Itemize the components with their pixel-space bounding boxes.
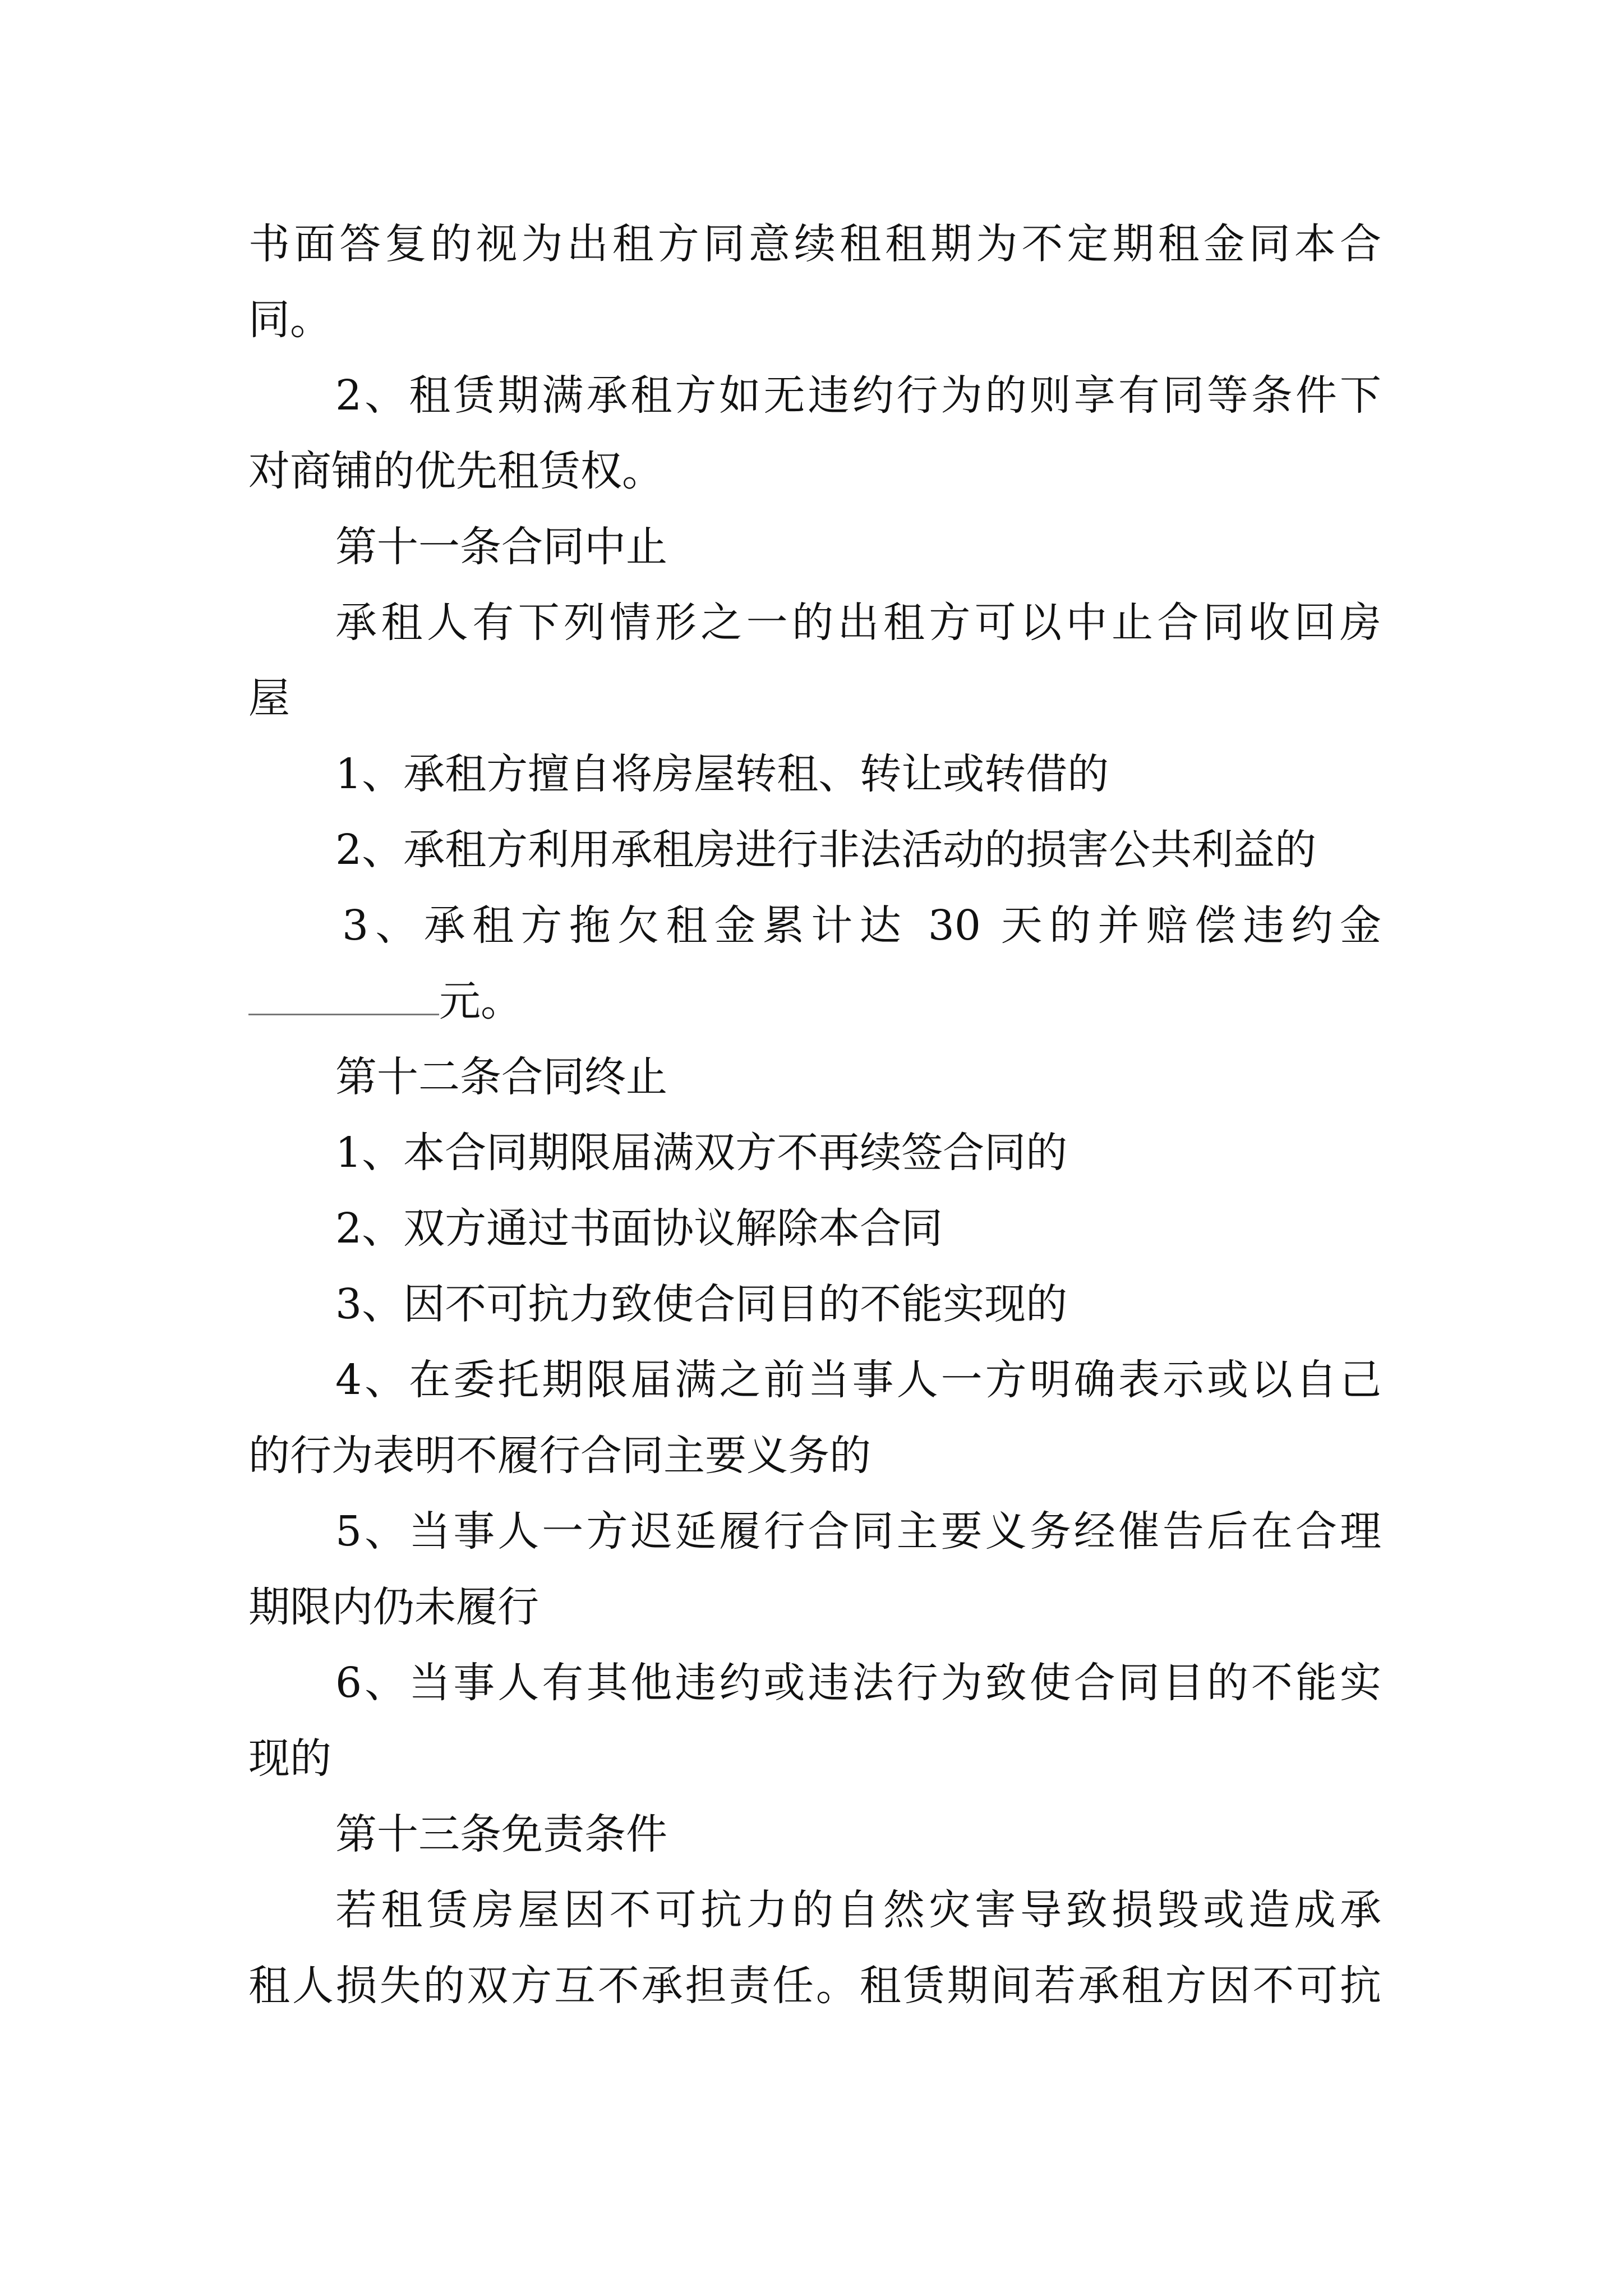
section-heading: 第十二条合同终止 — [335, 1053, 667, 1101]
list-item: 6、当事人有其他违约或违法行为致使合同目的不能实 — [335, 1659, 1381, 1707]
text-line: 2、租赁期满承租方如无违约行为的则享有同等条件下 — [335, 371, 1381, 420]
text-line: 屋 — [248, 674, 290, 723]
text-line: 对商铺的优先租赁权。 — [248, 447, 663, 495]
list-item: 2、双方通过书面协议解除本合同 — [335, 1204, 943, 1253]
text-line: 同。 — [248, 296, 331, 344]
list-item: 1、本合同期限届满双方不再续签合同的 — [335, 1129, 1068, 1177]
text-line-end: 元。 — [439, 977, 522, 1025]
fill-in-blank — [248, 978, 439, 1015]
list-item: 5、当事人一方迟延履行合同主要义务经催告后在合理 — [335, 1507, 1381, 1556]
section-heading: 第十一条合同中止 — [335, 523, 667, 571]
list-item: 3、承租方拖欠租金累计达 30 天的并赔偿违约金 — [342, 901, 1381, 950]
list-item: 3、因不可抗力致使合同目的不能实现的 — [335, 1280, 1068, 1328]
list-item: 4、在委托期限届满之前当事人一方明确表示或以自己 — [335, 1356, 1381, 1404]
text-line: 租人损失的双方互不承担责任。租赁期间若承租方因不可抗 — [248, 1962, 1381, 2010]
text-line: 期限内仍未履行 — [248, 1583, 539, 1631]
text-line: 承租人有下列情形之一的出租方可以中止合同收回房 — [335, 599, 1381, 647]
list-item: 2、承租方利用承租房进行非法活动的损害公共利益的 — [335, 826, 1317, 874]
list-item: 1、承租方擅自将房屋转租、转让或转借的 — [335, 750, 1109, 798]
section-heading: 第十三条免责条件 — [335, 1810, 667, 1858]
text-line: 的行为表明不履行合同主要义务的 — [248, 1432, 871, 1480]
text-line: 书面答复的视为出租方同意续租租期为不定期租金同本合 — [248, 220, 1381, 268]
text-line — [248, 959, 1381, 1043]
text-line: 现的 — [248, 1734, 331, 1783]
text-line: 若租赁房屋因不可抗力的自然灾害导致损毁或造成承 — [335, 1886, 1381, 1934]
